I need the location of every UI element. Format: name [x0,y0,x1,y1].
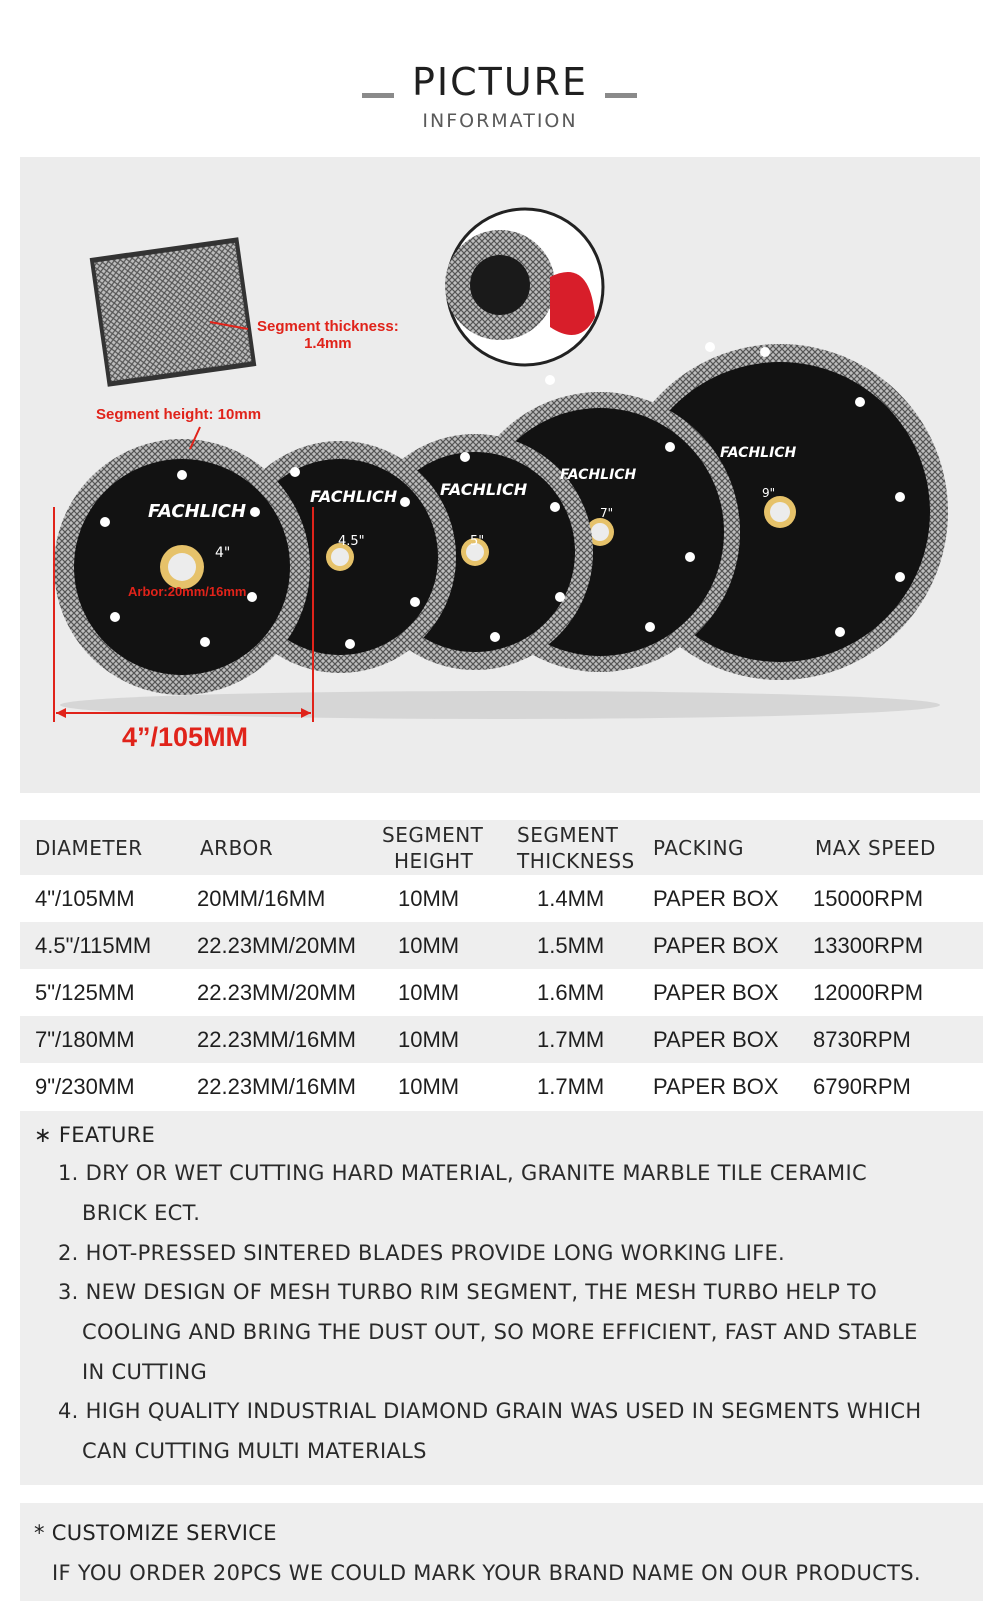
brand-text-4-5in: FACHLICH [310,487,398,506]
feature-line-1: 1. DRY OR WET CUTTING HARD MATERIAL, GRANITE MARBLE TILE CERAMIC [58,1161,867,1185]
table-cell: 1.4MM [537,885,605,911]
table-cell: 8730RPM [813,1026,911,1052]
brand-text-7in: FACHLICH [560,467,637,483]
table-cell: PAPER BOX [653,932,779,958]
table-cell: 22.23MM/20MM [197,932,356,958]
blade-size-4in: 4" [215,545,231,561]
spec-header-line: SEGMENT [382,822,484,847]
feature-line-3-cont-a: COOLING AND BRING THE DUST OUT, SO MORE EFFICIENT, FAST AND STABLE [82,1320,918,1344]
table-row [20,875,983,922]
product-photo [20,157,980,793]
spec-header-3 [517,820,635,875]
feature-line-4: 4. HIGH QUALITY INDUSTRIAL DIAMOND GRAIN WAS USED IN SEGMENTS WHICH [58,1399,922,1423]
blade-size-5in: 5" [470,534,485,549]
table-cell: 10MM [398,979,460,1005]
blade-size-9in: 9" [762,486,776,500]
spec-header-0 [35,820,143,875]
spec-header-line: PACKING [653,835,745,860]
table-cell: 7"/180MM [35,1026,135,1052]
spec-table-header [20,820,983,875]
table-cell: 13300RPM [813,932,924,958]
table-cell: 1.5MM [537,932,605,958]
blade-size-7in: 7" [600,506,614,520]
table-row [20,969,983,1016]
brand-text-9in: FACHLICH [720,445,797,461]
spec-header-line: THICKNESS [517,848,635,873]
table-cell: PAPER BOX [653,1073,779,1099]
table-cell: 9"/230MM [35,1073,135,1099]
table-cell: 4.5"/115MM [35,932,152,958]
feature-heading: ∗ FEATURE [34,1123,156,1147]
spec-header-4 [653,820,744,875]
feature-line-3: 3. NEW DESIGN OF MESH TURBO RIM SEGMENT, THE MESH TURBO HELP TO [58,1280,878,1304]
table-row [20,1063,983,1110]
feature-line-2: 2. HOT-PRESSED SINTERED BLADES PROVIDE LONG WORKING LIFE. [58,1241,785,1265]
table-cell: 10MM [398,1026,460,1052]
table-cell: 1.7MM [537,1026,605,1052]
spec-header-line: HEIGHT [394,848,474,873]
feature-line-1-cont: BRICK ECT. [82,1201,201,1225]
table-row [20,922,983,969]
spec-header-line: ARBOR [200,835,274,860]
spec-header-2 [382,820,483,875]
table-cell: PAPER BOX [653,885,779,911]
table-cell: 5"/125MM [35,979,135,1005]
blade-size-4-5in: 4.5" [338,534,365,549]
table-cell: 20MM/16MM [197,885,326,911]
table-cell: PAPER BOX [653,1026,779,1052]
table-cell: 1.7MM [537,1073,605,1099]
table-cell: 22.23MM/16MM [197,1026,356,1052]
table-cell: PAPER BOX [653,979,779,1005]
table-row [20,1016,983,1063]
feature-line-3-cont-b: IN CUTTING [82,1360,208,1384]
blades-illustration [20,157,980,793]
table-cell: 6790RPM [813,1073,911,1099]
grinder-inset [445,209,603,365]
table-cell: 1.6MM [537,979,605,1005]
customize-section [20,1503,983,1601]
segment-closeup-inset [90,237,257,387]
page-title: PICTURE [411,60,589,104]
table-cell: 12000RPM [813,979,924,1005]
customize-text: IF YOU ORDER 20PCS WE COULD MARK YOUR BRAND NAME ON OUR PRODUCTS. [52,1561,921,1585]
table-cell: 10MM [398,1073,460,1099]
brand-text-4in: FACHLICH [148,501,247,522]
page-subtitle: INFORMATION [422,110,578,132]
brand-text-5in: FACHLICH [440,480,528,499]
customize-heading: * CUSTOMIZE SERVICE [34,1521,277,1545]
spec-header-line: DIAMETER [35,835,143,860]
feature-section [20,1111,983,1485]
feature-line-4-cont: CAN CUTTING MULTI MATERIALS [82,1439,427,1463]
section-header [0,0,1000,150]
title-dash-right [605,93,637,98]
table-cell: 22.23MM/20MM [197,979,356,1005]
spec-header-line: MAX SPEED [815,835,936,860]
segment-thickness-label: Segment thickness: 1.4mm [257,318,399,352]
table-cell: 22.23MM/16MM [197,1073,356,1099]
spec-table [20,820,983,1110]
table-cell: 10MM [398,885,460,911]
spec-header-line: SEGMENT [517,822,619,847]
spec-table-body [20,875,983,1110]
arbor-label: Arbor:20mm/16mm [128,584,247,599]
table-cell: 15000RPM [813,885,924,911]
table-cell: 4"/105MM [35,885,135,911]
spec-header-5 [815,820,936,875]
spec-header-1 [200,820,273,875]
table-cell: 10MM [398,932,460,958]
segment-height-label: Segment height: 10mm [96,406,262,423]
diameter-label: 4”/105MM [122,722,249,752]
